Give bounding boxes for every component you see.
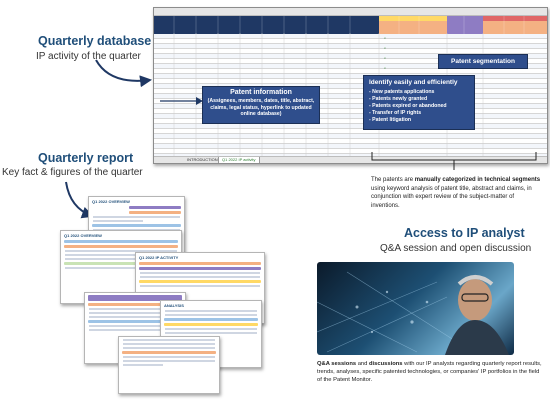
identify-box bbox=[363, 75, 475, 130]
sheet-toolbar bbox=[154, 8, 547, 16]
database-title: Quarterly database bbox=[38, 34, 152, 48]
report-title: Quarterly report bbox=[38, 151, 134, 165]
identify-heading: Identify easily and efficiently bbox=[369, 79, 458, 86]
svg-text:x: x bbox=[384, 36, 386, 40]
identify-item: - Patent litigation bbox=[369, 117, 412, 123]
sheet-header-row bbox=[154, 16, 547, 34]
analyst-photo-illustration bbox=[317, 262, 514, 355]
identify-item: - Transfer of IP rights bbox=[369, 110, 422, 116]
database-subtitle: IP activity of the quarter bbox=[36, 51, 141, 62]
sheet-tab-introduction[interactable]: INTRODUCTION bbox=[187, 157, 218, 162]
patent-information-box bbox=[202, 86, 320, 124]
analyst-title: Access to IP analyst bbox=[404, 226, 525, 240]
report-page-title: Q1 2022 IP ACTIVITY bbox=[139, 255, 179, 260]
report-page-6 bbox=[118, 336, 220, 394]
analyst-photo bbox=[317, 262, 514, 355]
identify-item: - Patents newly granted bbox=[369, 96, 428, 102]
patent-info-arrow bbox=[160, 96, 204, 106]
segments-description: The patents are manually categorized in technical segments using keyword analysis of patent title, abstract and claims, in conjunction with expert review of the subject-matter of inventions. bbox=[371, 177, 541, 209]
svg-text:x: x bbox=[384, 46, 386, 50]
analyst-subtitle: Q&A session and open discussion bbox=[380, 243, 532, 254]
sheet-tab-ip-activity[interactable]: Q1 2022 IP activity bbox=[218, 157, 260, 163]
svg-text:x: x bbox=[384, 56, 386, 60]
report-page-title: ANALYSIS bbox=[164, 303, 184, 308]
patent-information-heading: Patent information bbox=[230, 89, 292, 96]
segments-bracket bbox=[370, 150, 538, 172]
sheet-header-cells bbox=[154, 16, 547, 34]
identify-item: - New patents applications bbox=[369, 89, 435, 95]
svg-text:x: x bbox=[384, 66, 386, 70]
report-page-title: Q1 2022 OVERVIEW bbox=[64, 233, 102, 238]
arrow-to-sheet bbox=[90, 50, 160, 90]
report-page-title: Q1 2022 OVERVIEW bbox=[92, 199, 130, 204]
qa-description: Q&A sessions and discussions with our IP analysts regarding quarterly report results, trends, analyses, specific patented technologies, or companies' IP portfolios in the field of the Patent Monitor. bbox=[317, 361, 542, 383]
report-subtitle: Key fact & figures of the quarter bbox=[2, 167, 143, 178]
patent-segmentation-label: Patent segmentation bbox=[438, 54, 528, 69]
patent-information-body: (Assignees, members, dates, title, abstract, claims, legal status, hyperlink to updated online database) bbox=[207, 98, 315, 117]
identify-item: - Patents expired or abandoned bbox=[369, 103, 447, 109]
